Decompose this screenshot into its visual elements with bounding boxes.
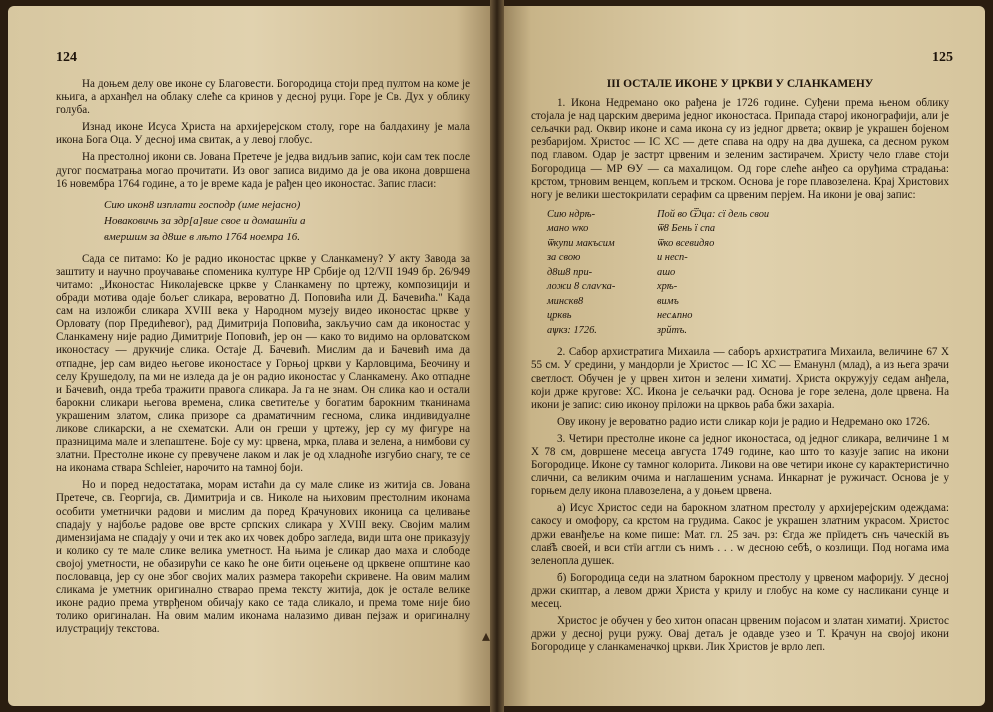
paragraph: Но и поред недостатака, морам истаћи да су мале слике из житија св. Јована Претече, св. Георгија, св. Димитрија и св. Николе на њиховим престолним иконама особити уметнички радови и мислим да поред Крачунових иконица са целивање спадају у најбоље радове ове врсте српских сликара у XVIII веку. Својим малим димензијама не спадају у очи и тек ако их човек добро загледа, види шта оне приказују и колико су те мале слике велика уметност. На њима је сликар дао маха и слободе својој уметности, не обазирући се како ће оне бити оцењене од црквене општине као пословавца, јер су оне због својих малих размера такорећи скривене. На овим малим сликама је уметник оригинално стварао према тексту житија, док је остале велике иконе радио према утврђеном обичају како се тада сликало, и према томе није био толико оригиналан. На овим малим иконама налазимо диван пејзаж и оригиналну илустрацију текстова.	[56, 479, 470, 636]
inscription-table	[547, 208, 877, 339]
inscription-cell: ложи 8 слаѵка-	[547, 281, 616, 293]
inscription-cell: ѿкупи макъсим	[547, 237, 615, 249]
inscription-cell: д8ш8 при-	[547, 266, 593, 278]
inscription-cell: минскв8	[547, 295, 584, 307]
paragraph: На доњем делу ове иконе су Благовести. Богородица стоји пред пултом на коме је књига, а арханђел на облаку слеће са кринов у десној руци. Горе је Св. Дух у облику голуба.	[56, 78, 470, 117]
paragraph: Ову икону је вероватно радио исти сликар који је радио и Недремано око 1726.	[557, 415, 930, 428]
inscription-row	[547, 295, 877, 310]
inscription-cell: Пой во Ѿца: сї дель свои	[657, 208, 770, 220]
inscription-row	[547, 309, 877, 324]
inscription-row	[547, 251, 877, 266]
right-page-body	[531, 78, 949, 658]
inscription-line: вмершим за д8ше в лѣто 1764 ноемра 16.	[104, 230, 300, 243]
left-page	[8, 6, 496, 706]
inscription-cell: Сию ндрѣ-	[547, 208, 596, 220]
paragraph: Сада се питамо: Ко је радио иконостас цркве у Сланкамену? У акту Завода за заштиту и научно проучавање споменика културе НР Србије од 12/VII 1949 бр. 26/949 читамо: „Иконостас Николајевске цркве у Сланкамену по цртежу, композицији и обради мотива одаје бољег сликара, вероватно Д. Поповића или Д. Бачевића." Када сам на изложби сликара XVIII века у Народном музеју видео иконостас цркве у Орловату (пор Предићевог), рад Димитрија Поповића, закључио сам да иконостас у Сланкамену није радио Димитрије Поповић, јер он — како то видимо на орловатском иконостасу — друкчије слика. Остаје Д. Бачевић. Мислим да и Бачевић има да отпадне, јер сам видео његове иконостасе у Горњој цркви у Карловцима, Беочину и селу Крушедолу, па ми не изледа да је он радио иконостас у Сланкамену. Ако отпадне и Бачевић, онда треба тражити правога сликара. Ја га не знам. Он слика као и остали барокни сликари његова времена, слика светитеље у богатим барокним тканинама украшеним златом, слика призоре са драматичним геснома, слика индивидуалне ликове сликарски, а не схематски. Али он греши у цртежу, јер су му фигуре на празницима мале и злепаштене. Боје су му: црвена, мрка, плава и зелена, а нимбови су златни. Престолне иконе су превучене лаком и лак је од хладноће изгубио снагу, те се на иконама ствара Schleier, нарочито на тамној боји.	[56, 252, 470, 475]
inscription-cell: за свою	[547, 252, 581, 264]
inscription-row	[547, 237, 877, 252]
page-number-left: 124	[56, 50, 77, 65]
inscription-cell: ѿко всевидяо	[657, 237, 715, 249]
inscription-row	[547, 266, 877, 281]
inscription-cell: вимъ	[657, 295, 679, 307]
inscription-cell: црквь	[547, 310, 572, 322]
paragraph: а) Исус Христос седи на барокном златном престолу у архијерејским одеждама: сакосу и омофору, са крстом на грудима. Сакос је украшен златним украсом. Христос држи еванђеље на коме пише: Мат. гл. 25 зач. рз: Єгда же прїидетъ снъ чаческій въ слав҃ѣ своей, и вси стїи аггли съ нимъ . . . w десною себѣ, о козлищи. Под ногама има зеленопла душек.	[531, 502, 949, 567]
inscription-cell: ѿ8 Бень ї спа	[657, 223, 716, 235]
inscription-cell: несѧпно	[657, 310, 693, 322]
paragraph: 2. Сабор архистратига Михаила — саборъ архистратига Михаила, величине 67 X 55 см. У средини, у мандорли је Христос — ІС ХС — Еманунл (млад), а из њега зрачи светлост. Обучен је у црвен хитон и зелени химатиј. Христа окружују седам анђела, који држе кругове: ХС. Икона је сељачки рад. Основа је горе зелена, доле црвена. На икони је запис: сию иконоу пріложи на црквоь раба бжи захаріа.	[531, 346, 949, 411]
inscription-cell: мано wко	[547, 223, 589, 235]
inscription-line: Сию икон8 изплати господр (име нејасно)	[104, 198, 301, 211]
paragraph: Изнад иконе Исуса Христа на архијерејском столу, горе на балдахину је мала икона Бога Оца. У десној има свитак, а у левој глобус.	[56, 121, 470, 147]
paragraph: б) Богородица седи на златном барокном престолу у црвеном мафорију. У десној држи скиптар, а левом држи Христа у крилу и глобус на коме су насликани сунце и месец.	[531, 571, 949, 611]
page-number-right: 125	[932, 50, 953, 65]
inscription-cell: ашо	[657, 266, 676, 278]
inscription-row	[547, 208, 877, 223]
inscription-row	[547, 222, 877, 237]
paragraph: На престолној икони св. Јована Претече је једва видљив запис, који сам тек после дугог посматрања могао прочитати. Из овог записа видимо да је ова икона довршена 16 новембра 1764 године, а то је време када је рађен цео иконостас. Запис гласи:	[56, 151, 470, 190]
inscription-cell: хрѣ-	[657, 281, 678, 293]
left-page-body	[56, 78, 470, 640]
paragraph: 1. Икона Недремано око рађена је 1726 године. Суђени према њеном облику стојала је над царским дверима једног иконостаса. Припада старој иконографији, али је сељачки рад. Оквир иконе и сама икона су из једног дрвета; оквир је украшен бојеном резбаријом. Христос — ІС ХС — дете спава на одру на два душека, са десном руком под главом. Одар је застрт црвеним и зеленим застирачем. Христу чело главе стоји Богородица — МР ѲУ — са махалицом. Од горе слеће анђео са оруђима страдања: крстом, трновим венцем, копљем и трском. Основа је горе плавозелена. Крај Христових ногу је велики шестокрилати серафим са црвеним перјем. На икони је овај запис:	[531, 97, 949, 201]
inscription-cell: зрйтъ.	[657, 324, 687, 336]
section-heading: III ОСТАЛЕ ИКОНЕ У ЦРКВИ У СЛАНКАМЕНУ	[606, 78, 874, 90]
page-mark-glyph: ▴	[482, 628, 491, 645]
inscription-line: Новаковичь за здр[а]вие свое и домашнїи а	[104, 214, 306, 227]
inscription-cell: аѱкз: 1726.	[547, 324, 597, 336]
right-page	[497, 6, 985, 706]
inscription-cell: и несп-	[657, 252, 688, 264]
inscription-block	[104, 197, 470, 245]
inscription-row	[547, 280, 877, 295]
paragraph: Христос је обучен у бео хитон опасан црвеним појасом и златан химатиј. Христос држи у десној руци ружу. Овај детаљ је одавде узео и Т. Крачун на својој икони Богородице у сланкаменачкој цркви. Лик Христов је врло леп.	[531, 615, 949, 654]
inscription-row	[547, 324, 877, 339]
paragraph: 3. Четири престолне иконе са једног иконостаса, од једног сликара, величине 1 м X 78 см, довршене месеца августа 1749 године, као што то казује запис на икони Богородице. Иконе су тамног колорита. Ликови на ове четири иконе су карактеристично слични, са великим очима и наглашеним уснама. Инкарнат је ружичаст. Основа је у горњем делу икона плавозелена, а у доњем црвена.	[531, 432, 949, 498]
book-gutter	[490, 0, 504, 712]
